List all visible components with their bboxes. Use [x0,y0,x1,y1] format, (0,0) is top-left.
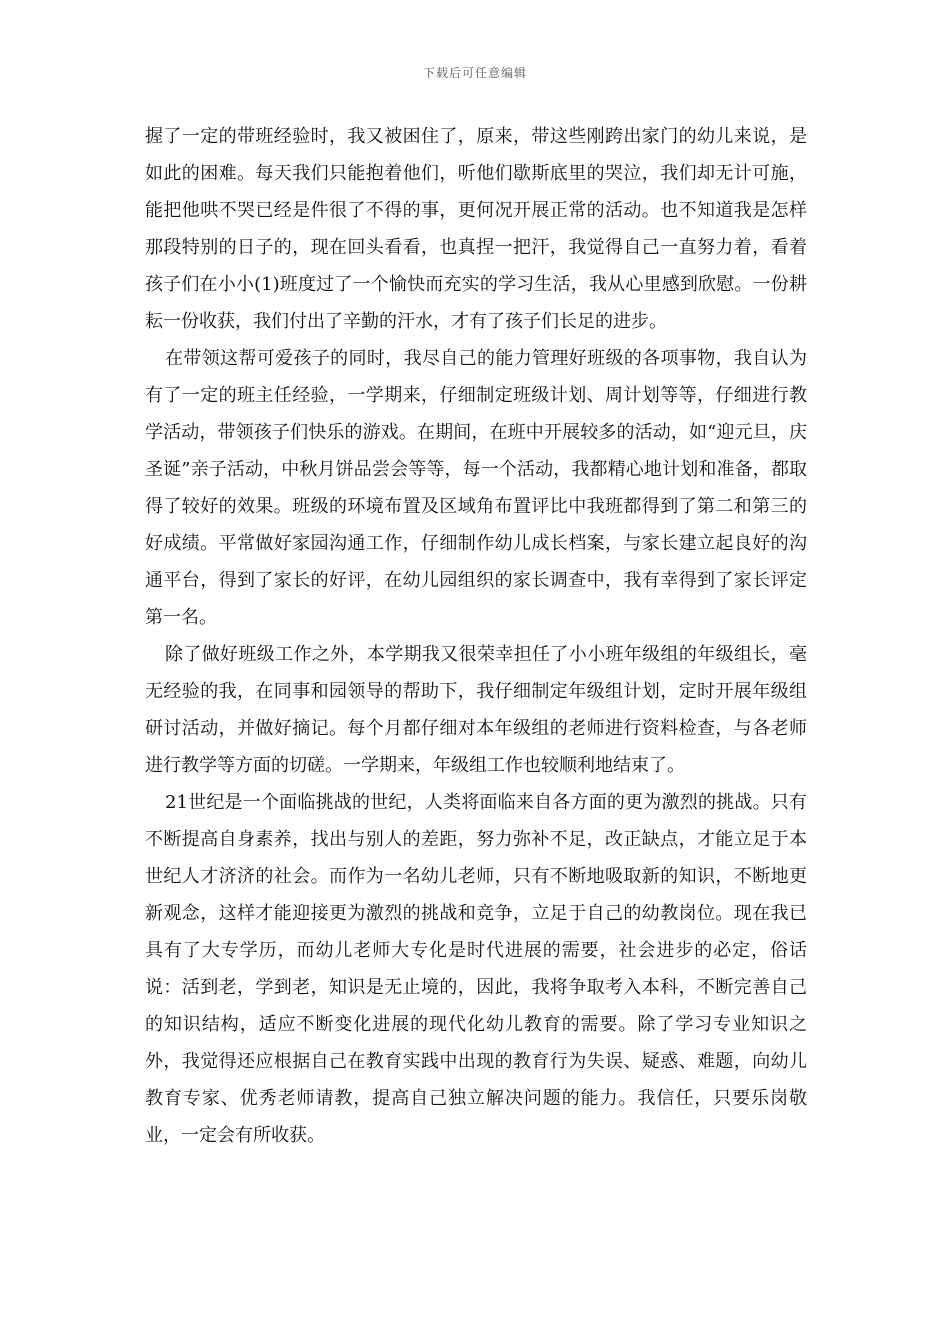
page-header-note: 下载后可任意编辑 [422,66,527,80]
paragraph-future-goals: 21世纪是一个面临挑战的世纪，人类将面临来自各方面的更为激烈的挑战。只有不断提高自身素养，找出与别人的差距，努力弥补不足，改正缺点，才能立足于本世纪人才济济的社会。而作为一名幼儿老师，只有不断地吸取新的知识，不断地更新观念，这样才能迎接更为激烈的挑战和竞争，立足于自己的幼教岗位。现在我已具有了大专学历，而幼儿老师大专化是时代进展的需要，社会进步的必定，俗话说：活到老，学到老，知识是无止境的，因此，我将争取考入本科，不断完善自己的知识结构，适应不断变化进展的现代化幼儿教育的需要。除了学习专业知识之外，我觉得还应根据自己在教育实践中出现的教育行为失误、疑惑、难题，向幼儿教育专家、优秀老师请教，提高自己独立解决问题的能力。我信任，只要乐岗敬业，一定会有所收获。 [145,792,807,1146]
document-body [145,118,807,1154]
paragraph-continued: 握了一定的带班经验时，我又被困住了，原来，带这些刚跨出家门的幼儿来说，是如此的困难。每天我们只能抱着他们，听他们歇斯底里的哭泣，我们却无计可施，能把他哄不哭已经是件很了不得的事，更何况开展正常的活动。也不知道我是怎样那段特别的日子的，现在回头看看，也真捏一把汗，我觉得自己一直努力着，看着孩子们在小小(1)班度过了一个愉快而充实的学习生活，我从心里感到欣慰。一份耕耘一份收获，我们付出了辛勤的汗水，才有了孩子们长足的进步。 [145,126,807,332]
paragraph-class-management: 在带领这帮可爱孩子的同时，我尽自己的能力管理好班级的各项事物，我自认为有了一定的班主任经验，一学期来，仔细制定班级计划、周计划等等，仔细进行教学活动，带领孩子们快乐的游戏。在期间，在班中开展较多的活动，如“迎元旦，庆圣诞”亲子活动，中秋月饼品尝会等等，每一个活动，我都精心地计划和准备，都取得了较好的效果。班级的环境布置及区域角布置评比中我班都得到了第二和第三的好成绩。平常做好家园沟通工作，仔细制作幼儿成长档案，与家长建立起良好的沟通平台，得到了家长的好评，在幼儿园组织的家长调查中，我有幸得到了家长评定第一名。 [145,348,807,628]
paragraph-grade-group-leader: 除了做好班级工作之外，本学期我又很荣幸担任了小小班年级组的年级组长，毫无经验的我，在同事和园领导的帮助下，我仔细制定年级组计划，定时开展年级组研讨活动，并做好摘记。每个月都仔细对本年级组的老师进行资料检查，与各老师进行教学等方面的切磋。一学期来，年级组工作也较顺利地结束了。 [145,644,807,776]
